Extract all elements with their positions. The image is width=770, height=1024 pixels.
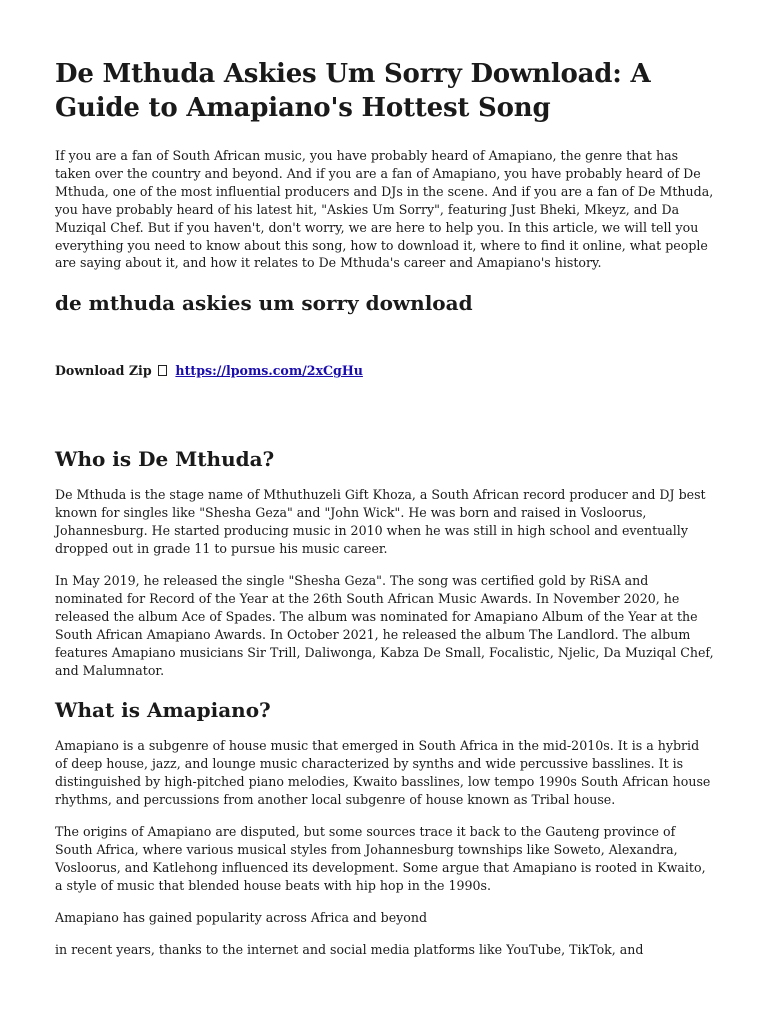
what-paragraph-2: The origins of Amapiano are disputed, but some sources trace it back to the Gauteng province of South Africa, where various musical styles from Johannesburg townships like Soweto, Alexandra, Vosloorus, and Katlehong influenced its development. Some argue that Amapiano is rooted in Kwaito, a style of music that blended house beats with hip hop in the 1990s. <box>55 824 706 893</box>
who-paragraph-2: In May 2019, he released the single "Shesha Geza". The song was certified gold by RiSA and nominated for Record of the Year at the 26th South African Music Awards. In November 2020, he released the album Ace of Spades. The album was nominated for Amapiano Album of the Year at the South African Amapiano Awards. In October 2021, he released the album The Landlord. The album features Amapiano musicians Sir Trill, Daliwonga, Kabza De Small, Focalistic, Njelic, Da Muziqal Chef, and Malumnator. <box>55 572 714 678</box>
article-title: De Mthuda Askies Um Sorry Download: A Guide to Amapiano's Hottest Song <box>55 59 651 123</box>
download-label: Download Zip <box>55 363 152 379</box>
what-paragraph-1: Amapiano is a subgenre of house music that emerged in South Africa in the mid-2010s. It is a hybrid of deep house, jazz, and lounge music characterized by synths and wide percussive basslines. It is distinguished by high-pitched piano melodies, Kwaito basslines, low tempo 1990s South African house rhythms, and percussions from another local subgenre of house known as Tribal house. <box>55 738 711 808</box>
who-heading: Who is De Mthuda? <box>55 447 275 472</box>
download-link[interactable]: https://lpoms.com/2xCgHu <box>175 363 363 379</box>
who-paragraph-1: De Mthuda is the stage name of Mthuthuzeli Gift Khoza, a South African record producer and DJ best known for singles like "Shesha Geza" and "John Wick". He was born and raised in Vosloorus, Johannesburg. He started producing music in 2010 when he was still in high school and eventually dropped out in grade 11 to pursue his music career. <box>55 487 706 557</box>
download-line <box>55 362 715 380</box>
article <box>55 57 715 958</box>
what-paragraph-3: Amapiano has gained popularity across Africa and beyond <box>55 909 428 925</box>
missing-glyph-icon <box>158 365 167 376</box>
keyword-heading: de mthuda askies um sorry download <box>55 291 473 316</box>
what-heading: What is Amapiano? <box>55 698 271 723</box>
intro-paragraph: If you are a fan of South African music, you have probably heard of Amapiano, the genre that has taken over the country and beyond. And if you are a fan of Amapiano, you have probably heard of De Mthuda, one of the most influential producers and DJs in the scene. And if you are a fan of De Mthuda, you have probably heard of his latest hit, "Askies Um Sorry", featuring Just Bheki, Mkeyz, and Da Muziqal Chef. But if you haven't, don't worry, we are here to help you. In this article, we will tell you everything you need to know about this song, how to download it, where to find it online, what people are saying about it, and how it relates to De Mthuda's career and Amapiano's history. <box>55 148 714 271</box>
what-paragraph-4: in recent years, thanks to the internet and social media platforms like YouTube, TikTok, and <box>55 941 644 957</box>
